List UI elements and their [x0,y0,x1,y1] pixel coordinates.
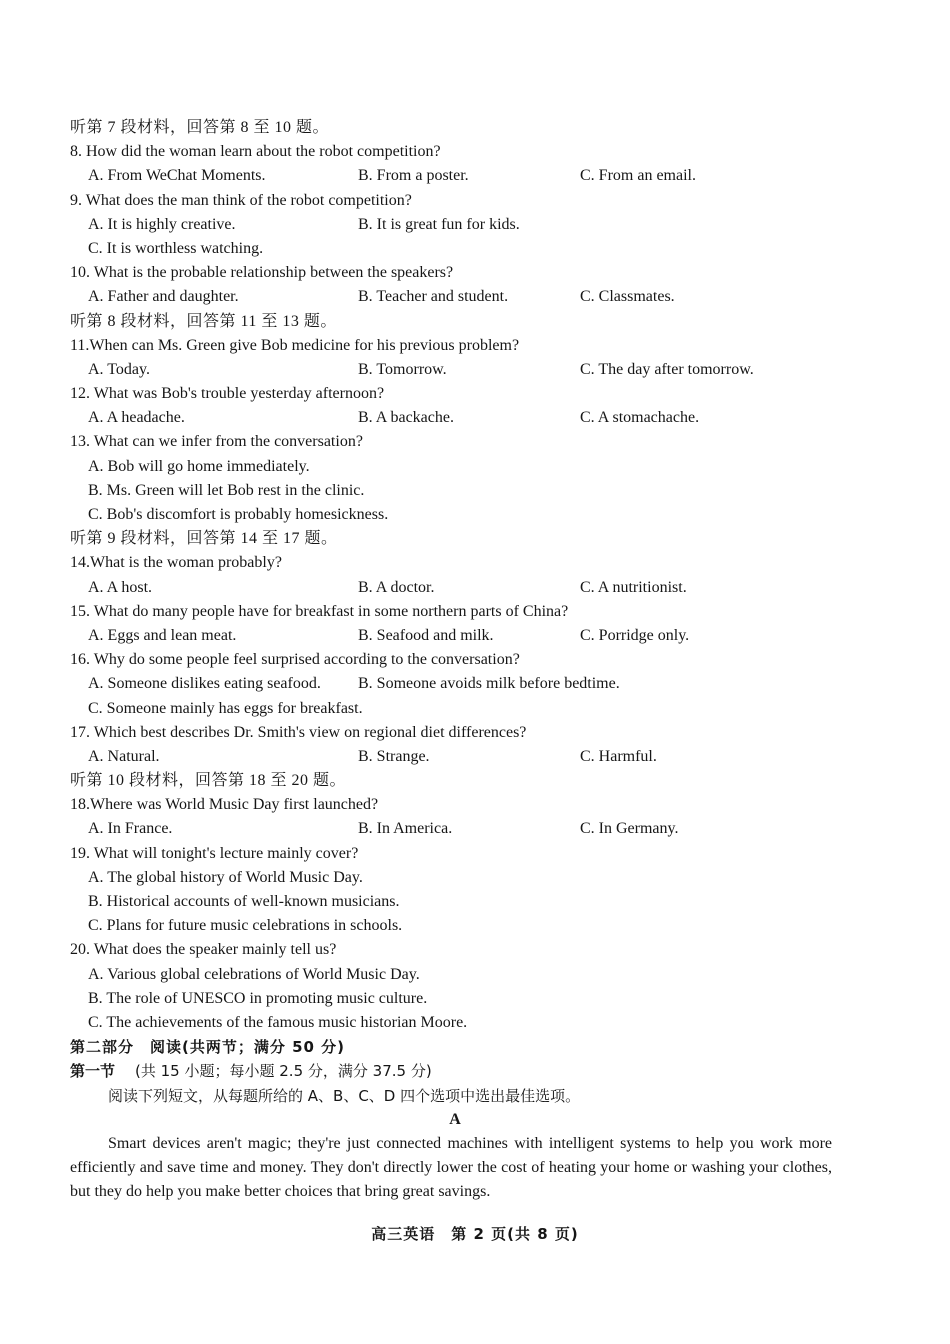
question-17-options [70,745,840,769]
question-17-option-a: A. Natural. [88,747,160,765]
question-11-option-a: A. Today. [88,360,150,378]
question-19-stem: 19. What will tonight's lecture mainly cover? [70,844,359,862]
question-18-options [70,817,840,841]
part-two-title: 第二部分 阅读(共两节；满分 50 分) [70,1038,346,1057]
question-13-option-c: C. Bob's discomfort is probably homesickness. [88,506,389,523]
question-10-option-c: C. Classmates. [580,288,675,306]
question-12-option-c: C. A stomachache. [580,409,700,427]
question-13-stem: 13. What can we infer from the conversation? [70,433,363,451]
question-20-option-c: C. The achievements of the famous music historian Moore. [88,1013,468,1031]
question-15-option-c: C. Porridge only. [580,626,690,644]
page-content [70,116,840,1204]
question-16-option-a: A. Someone dislikes eating seafood. [88,675,321,693]
passage-paragraph: Smart devices aren't magic; they're just connected machines with intelligent systems to help you work more efficiently and save time and money. They don't directly lower the cost of heating your home or washing your clothes, but they do help you make better choices that bring great savings. [70,1134,832,1201]
question-16-stem: 16. Why do some people feel surprised according to the conversation? [70,651,520,669]
question-17-stem: 17. Which best describes Dr. Smith's view on regional diet differences? [70,723,527,741]
question-9-stem: 9. What does the man think of the robot competition? [70,191,412,209]
question-11-stem: 11.When can Ms. Green give Bob medicine for his previous problem? [70,336,520,354]
question-18-option-c: C. In Germany. [580,820,679,838]
question-18-option-b: B. In America. [358,820,453,838]
question-9-option-a: A. It is highly creative. [88,215,236,233]
question-11-option-c: C. The day after tomorrow. [580,360,754,378]
question-20-stem: 20. What does the speaker mainly tell us? [70,941,337,959]
passage-letter: A [449,1110,461,1128]
question-15-option-b: B. Seafood and milk. [358,626,494,644]
question-8-stem: 8. How did the woman learn about the robot competition? [70,143,441,161]
section-header-9: 听第 9 段材料，回答第 14 至 17 题。 [70,530,338,548]
question-9-options-ab [70,213,840,237]
section-header-8: 听第 8 段材料，回答第 11 至 13 题。 [70,312,337,330]
question-9-option-c: C. It is worthless watching. [88,239,264,257]
question-10-stem: 10. What is the probable relationship between the speakers? [70,264,454,282]
question-8-option-b: B. From a poster. [358,167,469,185]
question-14-options [70,576,840,600]
question-13-option-a: A. Bob will go home immediately. [88,457,310,475]
section-one-heading [70,1059,840,1083]
question-10-option-a: A. Father and daughter. [88,288,239,306]
section-header-7: 听第 7 段材料，回答第 8 至 10 题。 [70,119,330,136]
question-9-option-b: B. It is great fun for kids. [358,215,520,233]
question-8-option-c: C. From an email. [580,167,696,185]
question-12-stem: 12. What was Bob's trouble yesterday afternoon? [70,385,385,403]
question-14-stem: 14.What is the woman probably? [70,554,282,572]
question-16-option-b: B. Someone avoids milk before bedtime. [358,675,620,693]
question-20-option-b: B. The role of UNESCO in promoting music culture. [88,989,428,1007]
question-13-option-b: B. Ms. Green will let Bob rest in the clinic. [88,481,365,499]
question-11-options [70,358,840,382]
question-12-option-a: A. A headache. [88,409,185,427]
question-15-options [70,624,840,648]
question-14-option-c: C. A nutritionist. [580,578,687,596]
question-12-options [70,406,840,430]
question-14-option-b: B. A doctor. [358,578,435,596]
question-19-option-a: A. The global history of World Music Day. [88,868,363,886]
question-8-option-a: A. From WeChat Moments. [88,167,266,185]
question-18-stem: 18.Where was World Music Day first launched? [70,796,379,814]
page-footer: 高三英语 第 2 页(共 8 页) [371,1225,579,1243]
question-17-option-c: C. Harmful. [580,747,657,765]
section-one-label: 第一节 [70,1062,116,1081]
question-15-stem: 15. What do many people have for breakfast in some northern parts of China? [70,602,569,620]
question-8-options [70,164,840,188]
question-10-options [70,285,840,309]
question-19-option-b: B. Historical accounts of well-known musicians. [88,893,400,910]
question-20-option-a: A. Various global celebrations of World Music Day. [88,965,420,983]
question-16-option-c: C. Someone mainly has eggs for breakfast. [88,699,363,717]
section-header-10: 听第 10 段材料，回答第 18 至 20 题。 [70,772,347,790]
question-16-options-ab [70,672,840,696]
section-one-description: (共 15 小题；每小题 2.5 分，满分 37.5 分) [135,1062,432,1081]
question-14-option-a: A. A host. [88,578,153,596]
reading-instruction: 阅读下列短文，从每题所给的 A、B、C、D 四个选项中选出最佳选项。 [108,1086,581,1105]
question-18-option-a: A. In France. [88,820,173,838]
question-17-option-b: B. Strange. [358,747,430,765]
question-19-option-c: C. Plans for future music celebrations in schools. [88,917,403,935]
question-11-option-b: B. Tomorrow. [358,360,447,378]
question-10-option-b: B. Teacher and student. [358,288,509,306]
question-15-option-a: A. Eggs and lean meat. [88,626,237,644]
question-12-option-b: B. A backache. [358,409,454,427]
